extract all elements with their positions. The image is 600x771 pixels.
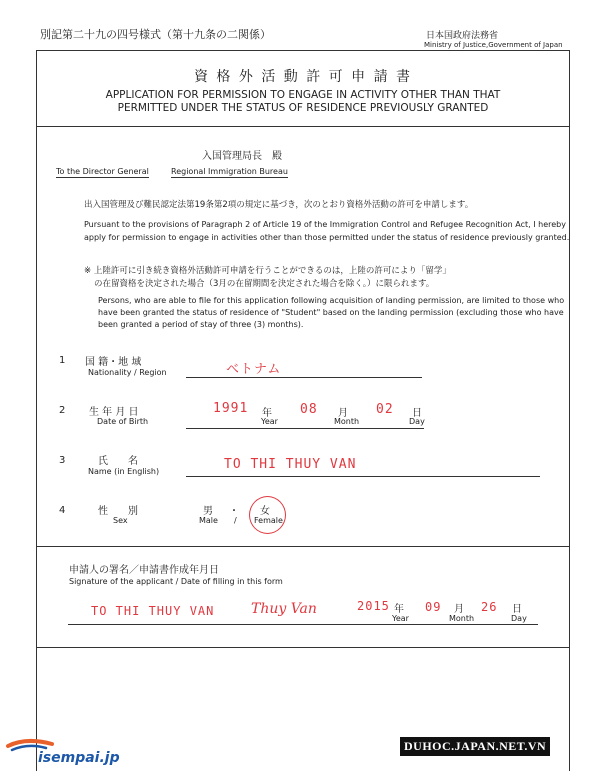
sex-dot: ・	[229, 506, 239, 517]
field-2-number: 2	[59, 405, 66, 416]
ministry-en: Ministry of Justice,Government of Japan	[424, 41, 563, 49]
addressee-bureau: Regional Immigration Bureau	[171, 167, 288, 176]
watermark-right: DUHOC.JAPAN.NET.VN	[400, 737, 550, 756]
birth-month-value[interactable]: 08	[300, 402, 318, 417]
birth-date-line	[186, 428, 424, 429]
female-selected-circle	[249, 496, 286, 534]
sex-slash: /	[234, 516, 237, 525]
bottom-separator	[36, 647, 570, 648]
field-1-label-en: Nationality / Region	[88, 368, 167, 377]
name-line	[186, 476, 540, 477]
sex-male-en[interactable]: Male	[199, 516, 218, 525]
sign-month-jp: 月	[454, 604, 464, 615]
title-separator	[36, 126, 570, 127]
sign-year-en: Year	[392, 614, 409, 623]
sign-day-value[interactable]: 26	[481, 600, 498, 614]
sex-male-jp[interactable]: 男	[203, 506, 213, 517]
sex-female-jp[interactable]: 女	[260, 506, 270, 517]
field-2-label-jp: 生 年 月 日	[89, 407, 139, 418]
nationality-line	[186, 377, 422, 378]
birth-day-en: Day	[409, 417, 425, 426]
fields-separator	[36, 546, 570, 547]
sign-year-value[interactable]: 2015	[357, 599, 390, 613]
birth-year-value[interactable]: 1991	[213, 401, 249, 416]
addressee-director: To the Director General	[56, 167, 149, 176]
name-value[interactable]: TO THI THUY VAN	[224, 457, 357, 472]
birth-year-jp: 年	[262, 408, 272, 419]
intro-en-line1: Pursuant to the provisions of Paragraph 2 of Article 19 of the Immigration Control and Refugee Recognition Act, I hereby	[84, 220, 566, 229]
field-4-number: 4	[59, 505, 66, 516]
intro-jp: 出入国管理及び難民認定法第19条第2項の規定に基づき，次のとおり資格外活動の許可を申請します。	[84, 200, 474, 210]
note-en-line2: have been granted the status of residence of "Student" based on the landing permission (excluding those who have	[98, 308, 564, 317]
field-3-label-en: Name (in English)	[88, 467, 160, 476]
birth-day-value[interactable]: 02	[376, 402, 394, 417]
note-jp-line1: ※ 上陸許可に引き続き資格外活動許可申請を行うことができるのは，上陸の許可により「留学」	[84, 266, 451, 276]
field-1-number: 1	[59, 355, 66, 366]
sign-day-en: Day	[511, 614, 527, 623]
title-en-line2: PERMITTED UNDER THE STATUS OF RESIDENCE PREVIOUSLY GRANTED	[117, 102, 489, 114]
field-2-label-en: Date of Birth	[97, 417, 149, 426]
field-4-label-en: Sex	[113, 516, 128, 525]
sign-month-en: Month	[449, 614, 475, 623]
birth-month-en: Month	[334, 417, 360, 426]
sign-day-jp: 日	[512, 604, 522, 615]
signature-scrawl[interactable]: Thuy Van	[251, 601, 317, 617]
birth-year-en: Year	[261, 417, 278, 426]
intro-en-line2: apply for permission to engage in activities other than those permitted under the status of residence previously granted.	[84, 233, 570, 242]
field-1-label-jp: 国 籍・地 域	[85, 357, 142, 368]
field-3-label-jp: 氏 名	[98, 456, 138, 467]
signature-label-en: Signature of the applicant / Date of filling in this form	[69, 577, 283, 586]
field-3-number: 3	[59, 455, 66, 466]
signature-line	[68, 624, 538, 625]
note-jp-line2: の在留資格を決定された場合（3月の在留期間を決定された場合を除く。）に限られます。	[94, 279, 435, 289]
note-en-line1: Persons, who are able to file for this application following acquisition of landing permission, are limited to those who	[98, 296, 565, 305]
field-4-label-jp: 性 別	[98, 506, 138, 517]
sign-month-value[interactable]: 09	[425, 600, 442, 614]
form-number: 別記第二十九の四号様式（第十九条の二関係）	[40, 28, 271, 41]
sex-female-en[interactable]: Female	[254, 516, 283, 525]
signature-label-jp: 申請人の署名／申請書作成年月日	[69, 565, 219, 576]
note-en-line3: been granted a period of stay of three (3) months).	[98, 320, 304, 329]
title-jp: 資 格 外 活 動 許 可 申 請 書	[193, 69, 413, 85]
signature-name-value[interactable]: TO THI THUY VAN	[91, 604, 215, 618]
ministry-jp: 日本国政府法務省	[426, 31, 499, 41]
watermark-left: isempai.jp	[38, 750, 120, 766]
addressee-jp: 入国管理局長 殿	[202, 151, 282, 162]
birth-month-jp: 月	[338, 408, 348, 419]
nationality-value[interactable]: ベトナム	[226, 362, 282, 377]
title-en-line1: APPLICATION FOR PERMISSION TO ENGAGE IN ACTIVITY OTHER THAN THAT	[105, 89, 501, 101]
sign-year-jp: 年	[394, 604, 404, 615]
birth-day-jp: 日	[412, 408, 422, 419]
